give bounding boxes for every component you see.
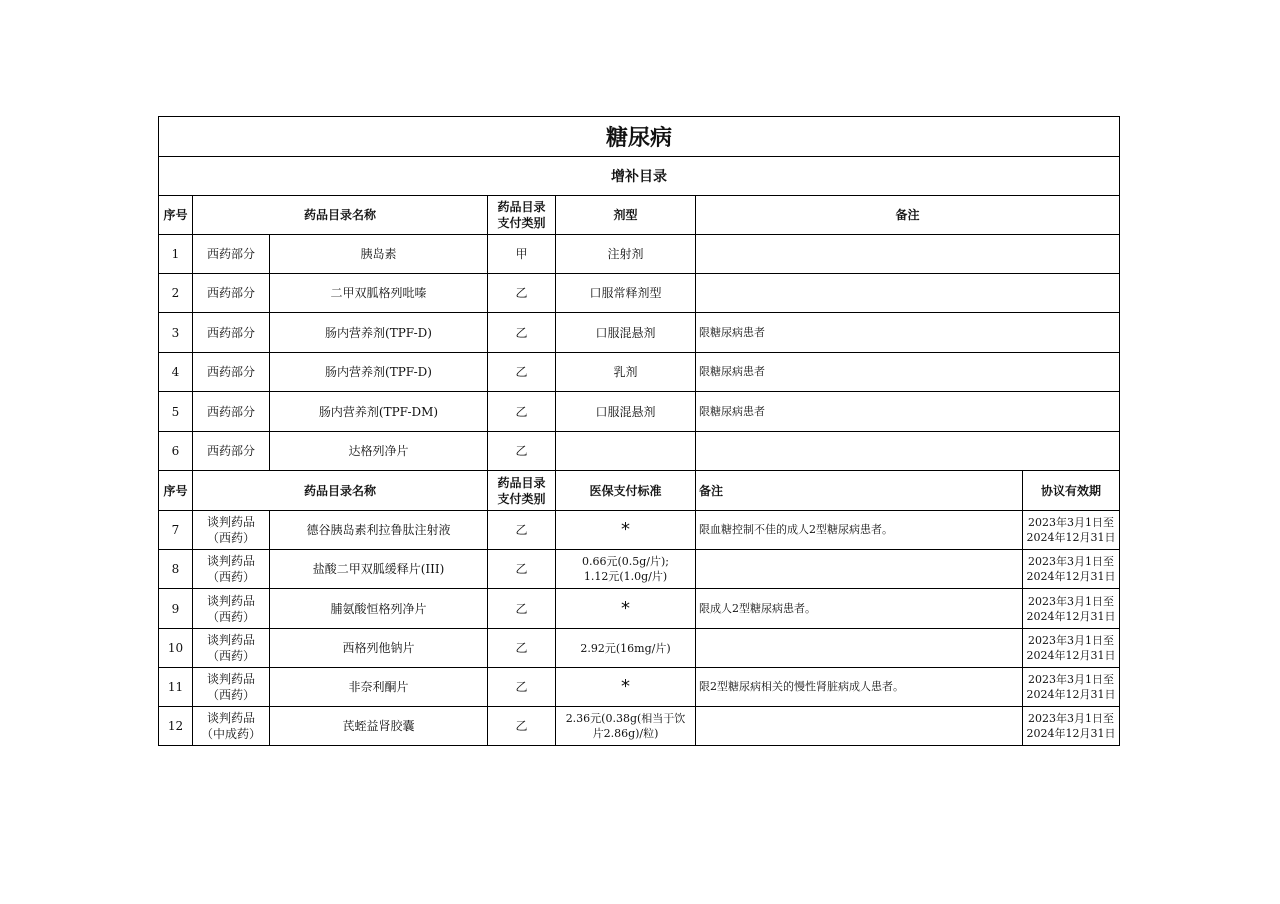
row-remark (696, 235, 1119, 273)
header-seq: 序号 (159, 196, 193, 234)
row-validity: 2023年3月1日至 2024年12月31日 (1026, 634, 1116, 662)
row-seq: 2 (159, 274, 193, 312)
row-pay-standard: 2.36元(0.38g(相当于饮 片2.86g)/粒) (556, 707, 696, 745)
header-validity: 协议有效期 (1040, 483, 1101, 498)
header-pay-category: 药品目录 支付类别 (488, 196, 556, 234)
row-pay-category: 乙 (488, 629, 556, 667)
row-category-part: 西药部分 (193, 392, 270, 431)
row-drug-name: 达格列净片 (270, 432, 488, 470)
row-validity: 2023年3月1日至 2024年12月31日 (1026, 555, 1116, 583)
row-category-part: 谈判药品 （西药） (193, 511, 270, 549)
row-remark: 限糖尿病患者 (699, 325, 765, 339)
section1-header-row (159, 196, 1119, 235)
row-seq: 12 (159, 707, 193, 745)
header-dosage-form: 剂型 (556, 196, 696, 234)
row-pay-category: 乙 (488, 550, 556, 588)
row-seq: 7 (159, 511, 193, 549)
table-subtitle: 增补目录 (159, 157, 1119, 196)
row-dosage-form: 口服混悬剂 (556, 392, 696, 431)
table-title: 糖尿病 (159, 117, 1119, 157)
row-pay-category: 乙 (488, 511, 556, 549)
row-seq: 6 (159, 432, 193, 470)
row-category-part: 西药部分 (193, 235, 270, 273)
row-pay-category: 乙 (488, 589, 556, 628)
row-pay-category: 乙 (488, 668, 556, 706)
row-validity: 2023年3月1日至 2024年12月31日 (1026, 712, 1116, 740)
header-seq: 序号 (159, 471, 193, 510)
row-pay-category: 乙 (488, 432, 556, 470)
row-drug-name: 德谷胰岛素利拉鲁肽注射液 (270, 511, 488, 549)
row-category-part: 谈判药品 （西药） (193, 668, 270, 706)
row-category-part: 西药部分 (193, 353, 270, 391)
row-pay-category: 乙 (488, 392, 556, 431)
row-remark (696, 550, 1023, 588)
table-row (159, 707, 1119, 745)
table-row (159, 313, 1119, 353)
header-remark: 备注 (895, 208, 920, 222)
row-validity: 2023年3月1日至 2024年12月31日 (1026, 516, 1116, 544)
row-drug-name: 二甲双胍格列吡嗪 (270, 274, 488, 312)
row-category-part: 西药部分 (193, 274, 270, 312)
table-row (159, 274, 1119, 313)
row-drug-name: 肠内营养剂(TPF-DM) (270, 392, 488, 431)
table-row (159, 629, 1119, 668)
row-pay-category: 乙 (488, 707, 556, 745)
row-dosage-form (556, 432, 696, 470)
row-drug-name: 芪蛭益肾胶囊 (270, 707, 488, 745)
table-row (159, 353, 1119, 392)
row-pay-standard: * (556, 668, 696, 706)
row-validity: 2023年3月1日至 2024年12月31日 (1026, 594, 1116, 623)
row-drug-name: 肠内营养剂(TPF-D) (270, 353, 488, 391)
row-remark: 限血糖控制不佳的成人2型糖尿病患者。 (696, 511, 1023, 549)
row-seq: 3 (159, 313, 193, 352)
row-seq: 4 (159, 353, 193, 391)
row-remark: 限2型糖尿病相关的慢性肾脏病成人患者。 (696, 668, 1023, 706)
row-category-part: 谈判药品 （西药） (193, 629, 270, 667)
row-remark (696, 274, 1119, 312)
row-drug-name: 脯氨酸恒格列净片 (270, 589, 488, 628)
row-seq: 1 (159, 235, 193, 273)
header-name: 药品目录名称 (193, 196, 488, 234)
row-seq: 11 (159, 668, 193, 706)
table-row (159, 589, 1119, 629)
row-drug-name: 肠内营养剂(TPF-D) (270, 313, 488, 352)
row-drug-name: 盐酸二甲双胍缓释片(III) (270, 550, 488, 588)
header-pay-category: 药品目录 支付类别 (488, 471, 556, 510)
row-pay-category: 甲 (488, 235, 556, 273)
row-remark: 限糖尿病患者 (699, 365, 765, 378)
row-pay-standard: 2.92元(16mg/片) (556, 629, 696, 667)
row-category-part: 谈判药品 （西药） (193, 589, 270, 628)
row-drug-name: 非奈利酮片 (270, 668, 488, 706)
row-remark: 限成人2型糖尿病患者。 (696, 589, 1023, 628)
table-row (159, 235, 1119, 274)
table-row (159, 432, 1119, 471)
row-pay-standard: * (556, 589, 696, 628)
table-row (159, 668, 1119, 707)
row-drug-name: 西格列他钠片 (270, 629, 488, 667)
header-remark: 备注 (696, 471, 1023, 510)
header-name: 药品目录名称 (193, 471, 488, 510)
row-remark (696, 629, 1023, 667)
row-seq: 5 (159, 392, 193, 431)
row-remark: 限糖尿病患者 (699, 404, 765, 418)
row-dosage-form: 口服常释剂型 (556, 274, 696, 312)
table-row (159, 550, 1119, 589)
row-dosage-form: 注射剂 (556, 235, 696, 273)
row-pay-standard: 0.66元(0.5g/片); 1.12元(1.0g/片) (556, 550, 696, 588)
row-pay-category: 乙 (488, 274, 556, 312)
row-category-part: 西药部分 (193, 313, 270, 352)
row-pay-standard: * (556, 511, 696, 549)
row-remark (696, 432, 1119, 470)
diabetes-drug-table (158, 116, 1120, 746)
row-validity: 2023年3月1日至 2024年12月31日 (1026, 673, 1116, 701)
row-dosage-form: 口服混悬剂 (556, 313, 696, 352)
section2-header-row (159, 471, 1119, 511)
row-drug-name: 胰岛素 (270, 235, 488, 273)
row-seq: 10 (159, 629, 193, 667)
table-row (159, 392, 1119, 432)
row-pay-category: 乙 (488, 353, 556, 391)
row-category-part: 西药部分 (193, 432, 270, 470)
row-remark (696, 707, 1023, 745)
row-pay-category: 乙 (488, 313, 556, 352)
header-pay-standard: 医保支付标准 (556, 471, 696, 510)
row-category-part: 谈判药品 （西药） (193, 550, 270, 588)
row-seq: 8 (159, 550, 193, 588)
row-category-part: 谈判药品 （中成药） (193, 707, 270, 745)
row-dosage-form: 乳剂 (556, 353, 696, 391)
row-seq: 9 (159, 589, 193, 628)
table-row (159, 511, 1119, 550)
